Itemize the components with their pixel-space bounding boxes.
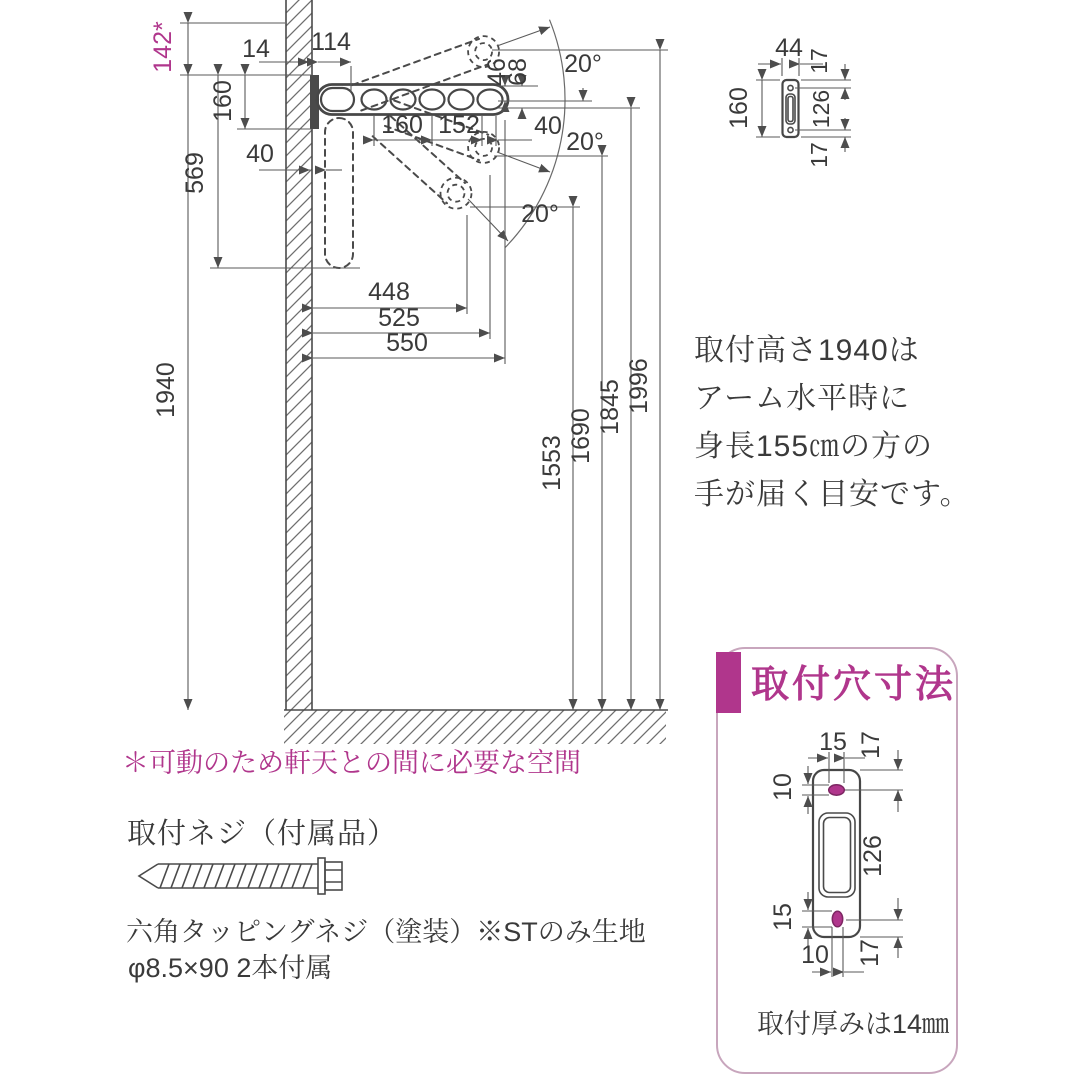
screw-description: 六角タッピングネジ（塗装）※STのみ生地 [126,917,646,947]
dim-mount-height: 1940 [152,362,180,418]
sv-dim-edge-top: 17 [806,48,832,74]
dim-height-4: 1996 [625,358,653,414]
panel-title-bar [716,652,741,713]
hp-hole-w-bottom: 10 [801,941,829,969]
dim-drop-stowed: 569 [181,152,209,194]
dim-height-3: 1845 [596,379,624,435]
dim-pole-drop-2: 68 [504,58,532,86]
hp-edge-top: 17 [857,731,885,759]
sv-dim-height: 160 [725,87,753,129]
screw-drawing [139,858,342,894]
screw-spec: φ8.5×90 2本付属 [128,953,333,983]
sv-dim-width: 44 [775,34,803,62]
plate-front-view [725,34,851,168]
dim-pole-drop-1: 46 [483,58,511,86]
ground-section [284,710,668,744]
dim-hole-pitch-2: 152 [438,111,480,139]
dim-reach-3: 550 [386,329,428,357]
top-mount-hole [829,785,845,795]
dim-height-1: 1553 [538,435,566,491]
angle-label-low: 20° [521,200,559,228]
dim-tip-offset: 40 [534,112,562,140]
note-line-3: 身長155㎝の方の [694,430,934,463]
screw-heading: 取付ネジ（付属品） [127,818,398,850]
dim-clearance: 142* [149,21,177,73]
arm-stowed-vertical [325,118,353,268]
angle-label-mid: 20° [566,128,604,156]
dim-height-2: 1690 [567,408,595,464]
hp-hole-w-top: 15 [819,728,847,756]
hp-hole-h-bottom: 15 [769,903,797,931]
bottom-mount-hole [832,911,842,927]
sv-dim-edge-bottom: 17 [806,142,832,168]
note-line-4: 手が届く目安です。 [694,478,971,511]
dimension-lines [188,23,660,710]
hp-thickness-note: 取付厚みは14㎜ [757,1009,950,1039]
mount-height-note [694,334,971,511]
dim-stow-offset: 40 [246,140,274,168]
dim-reach-2: 525 [378,304,420,332]
sv-dim-pitch: 126 [808,89,834,129]
arm-horizontal [317,85,508,115]
hole-panel [716,648,957,1073]
dimension-labels [149,21,653,491]
hp-edge-bottom: 17 [856,939,884,967]
screw-section [126,817,646,983]
footnote-clearance: ＊可動のため軒天との間に必要な空間 [122,748,581,778]
dim-pivot-offset: 114 [311,28,351,56]
dim-wall-thickness: 14 [242,35,270,63]
dim-plate-height: 160 [209,80,237,122]
hp-hole-h-top: 10 [769,773,797,801]
angle-label-up: 20° [564,50,602,78]
dim-hole-pitch-1: 160 [381,111,423,139]
hp-pitch: 126 [859,835,887,877]
wall-section [286,0,312,710]
dim-reach-1: 448 [368,278,410,306]
note-line-1: 取付高さ1940は [694,334,920,367]
note-line-2: アーム水平時に [694,382,911,415]
panel-title: 取付穴寸法 [751,664,957,706]
